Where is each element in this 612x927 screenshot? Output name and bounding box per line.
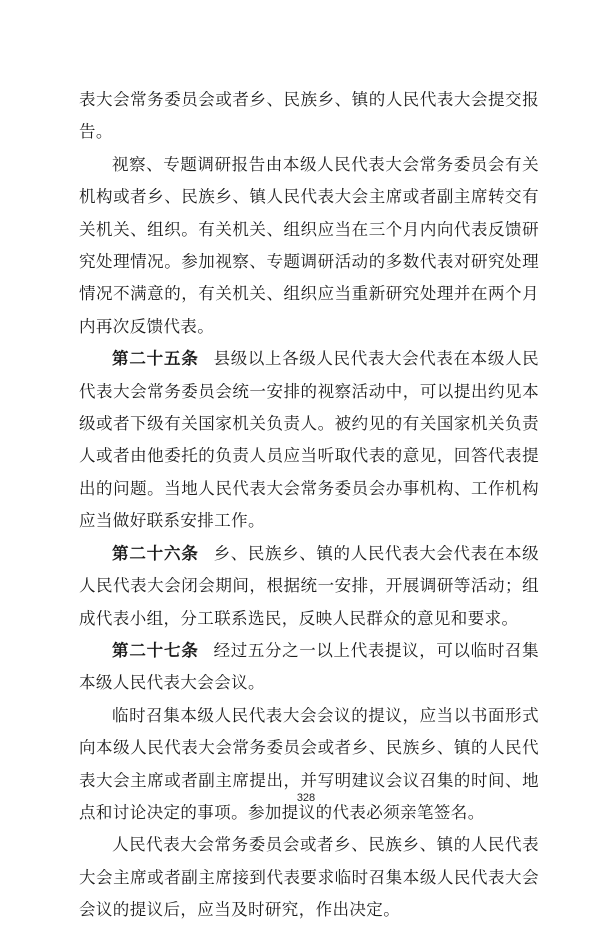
paragraph-text: 乡、民族乡、镇的人民代表大会代表在本级人民代表大会闭会期间，根据统一安排，开展调研等活动；组成代表小组，分工联系选民，反映人民群众的意见和要求。 [79,543,540,628]
article-26 [79,538,539,635]
paragraph-text: 表大会常务委员会或者乡、民族乡、镇的人民代表大会提交报告。 [79,90,539,142]
paragraph-text: 人民代表大会常务委员会或者乡、民族乡、镇的人民代表大会主席或者副主席接到代表要求临时召集本级人民代表大会会议的提议后，应当及时研究，作出决定。 [79,835,539,920]
paragraph-inspection-report [79,149,539,343]
article-label: 第二十七条 [112,640,199,660]
paragraph-continuation [79,84,539,149]
paragraph-text: 县级以上各级人民代表大会代表在本级人民代表大会常务委员会统一安排的视察活动中，可以提出约见本级或者下级有关国家机关负责人。被约见的有关国家机关负责人或者由他委托的负责人员应当听取代表的意见，回答代表提出的问题。当地人民代表大会常务委员会办事机构、工作机构应当做好联系安排工作。 [79,349,540,531]
paragraph-text: 视察、专题调研报告由本级人民代表大会常务委员会有关机构或者乡、民族乡、镇人民代表大会主席或者副主席转交有关机关、组织。有关机关、组织应当在三个月内向代表反馈研究处理情况。参加视察、专题调研活动的多数代表对研究处理情况不满意的，有关机关、组织应当重新研究处理并在两个月内再次反馈代表。 [79,154,539,336]
paragraph-text: 临时召集本级人民代表大会会议的提议，应当以书面形式向本级人民代表大会常务委员会或者乡、民族乡、镇的人民代表大会主席或者副主席提出，并写明建议会议召集的时间、地点和讨论决定的事项。参加提议的代表必须亲笔签名。 [79,705,539,822]
paragraph-decision [79,829,539,926]
article-label: 第二十五条 [112,349,199,369]
article-label: 第二十六条 [112,543,199,563]
page-number: 328 [296,792,316,804]
paragraph-written-proposal [79,700,539,830]
article-27 [79,635,539,700]
paragraph-text: 经过五分之一以上代表提议，可以临时召集本级人民代表大会会议。 [79,640,540,693]
article-25 [79,343,539,537]
